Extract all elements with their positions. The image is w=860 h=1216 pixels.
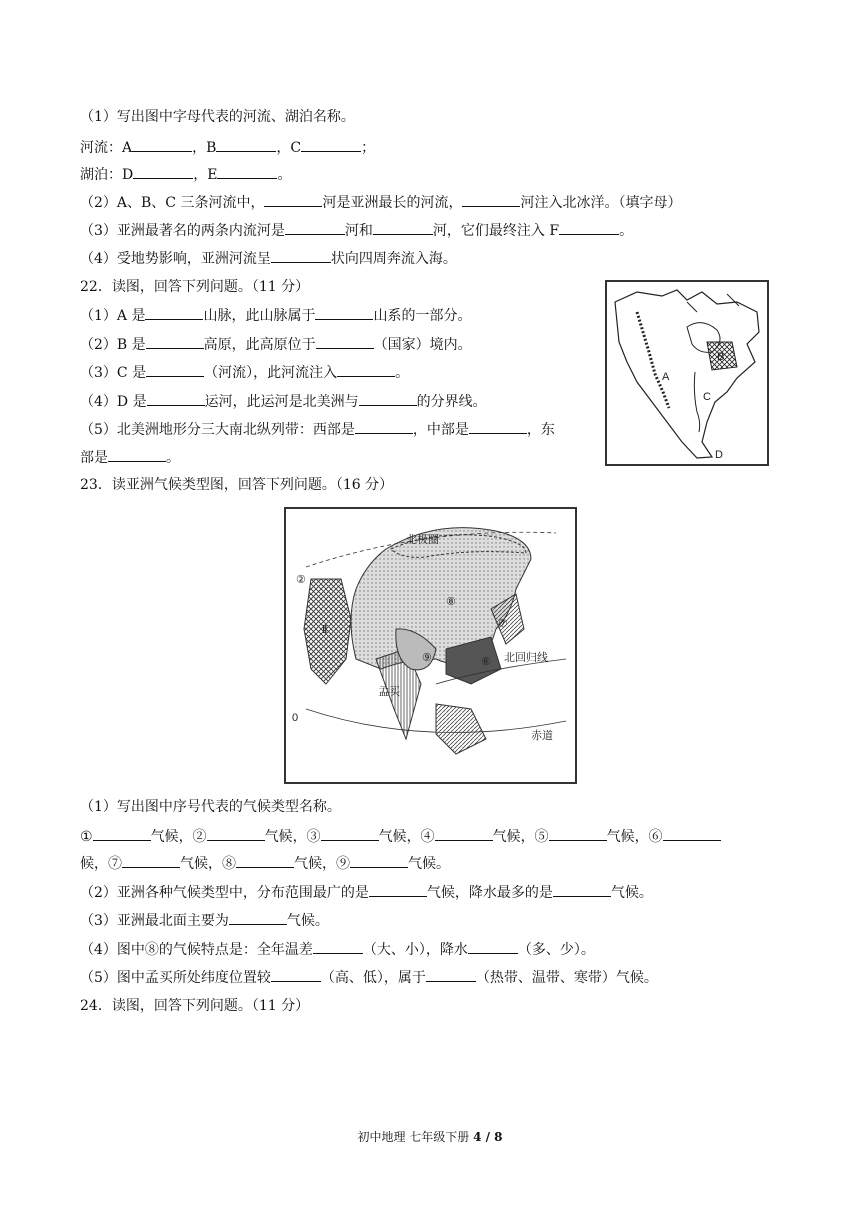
map-label-7: ⑦ <box>498 618 508 630</box>
q23-title: 23．读亚洲气候类型图，回答下列问题。（16 分） <box>80 477 394 493</box>
answer-blank[interactable] <box>435 826 493 841</box>
q21-rivers-line: 河流：A ，B ，C ； <box>80 137 375 158</box>
map-label-c: C <box>703 391 711 403</box>
map-label-d: D <box>715 449 723 461</box>
answer-blank[interactable] <box>122 853 180 868</box>
answer-blank[interactable] <box>663 826 721 841</box>
answer-blank[interactable] <box>271 248 331 263</box>
page-number: 4 / 8 <box>473 1130 503 1144</box>
q22-part3: （3）C 是 （河流），此河流注入 。 <box>80 362 409 383</box>
map-label-equator: 赤道 <box>531 730 553 742</box>
q23-climate-line1: ① 气候，② 气候，③ 气候，④ 气候，⑤ 气候，⑥ <box>80 826 721 847</box>
asia-climate-map <box>284 507 577 784</box>
answer-blank[interactable] <box>145 305 203 320</box>
answer-blank[interactable] <box>207 826 265 841</box>
answer-blank[interactable] <box>321 826 379 841</box>
answer-blank[interactable] <box>285 220 345 235</box>
north-america-map-svg <box>607 282 767 464</box>
answer-blank[interactable] <box>147 391 205 406</box>
q21-lakes-line: 湖泊：D ，E 。 <box>80 164 291 185</box>
answer-blank[interactable] <box>559 220 619 235</box>
map-label-9: ⑨ <box>422 652 432 664</box>
q22-part5-cont: 部是 。 <box>80 447 180 468</box>
answer-blank[interactable] <box>236 853 294 868</box>
q22-part1: （1）A 是 山脉，此山脉属于 山系的一部分。 <box>80 305 471 326</box>
q22-title: 22．读图，回答下列问题。（11 分） <box>80 279 310 295</box>
answer-blank[interactable] <box>93 826 151 841</box>
answer-blank[interactable] <box>217 164 277 179</box>
answer-blank[interactable] <box>469 419 527 434</box>
answer-blank[interactable] <box>359 391 417 406</box>
answer-blank[interactable] <box>355 419 413 434</box>
asia-climate-map-svg <box>286 509 575 782</box>
answer-blank[interactable] <box>373 220 433 235</box>
answer-blank[interactable] <box>108 447 166 462</box>
answer-blank[interactable] <box>462 192 520 207</box>
map-label-b: B <box>717 351 725 363</box>
answer-blank[interactable] <box>313 939 363 954</box>
answer-blank[interactable] <box>133 164 193 179</box>
map-label-tropic: 北回归线 <box>504 652 548 664</box>
map-label-arctic: 北极圈 <box>406 534 439 546</box>
map-label-ii: Ⅱ <box>322 624 328 636</box>
answer-blank[interactable] <box>337 362 395 377</box>
answer-blank[interactable] <box>553 882 611 897</box>
answer-blank[interactable] <box>549 826 607 841</box>
answer-blank[interactable] <box>216 137 276 152</box>
footer-subject: 初中地理 七年级下册 <box>357 1130 474 1144</box>
map-label-6: ⑥ <box>481 656 491 668</box>
q23-part2: （2）亚洲各种气候类型中，分布范围最广的是 气候，降水最多的是 气候。 <box>80 882 653 903</box>
q22-part2: （2）B 是 高原，此高原位于 （国家）境内。 <box>80 334 472 355</box>
answer-blank[interactable] <box>146 362 204 377</box>
q23-climate-line2: 候，⑦ 气候，⑧ 气候，⑨ 气候。 <box>80 853 450 874</box>
answer-blank[interactable] <box>146 334 204 349</box>
q21-part3: （3）亚洲最著名的两条内流河是 河和 河，它们最终注入 F 。 <box>80 220 633 241</box>
map-label-mumbai: 孟买 <box>378 686 400 698</box>
answer-blank[interactable] <box>301 137 361 152</box>
answer-blank[interactable] <box>315 305 373 320</box>
map-label-8: ⑧ <box>446 596 456 608</box>
answer-blank[interactable] <box>468 939 518 954</box>
map-label-a: A <box>662 371 670 383</box>
map-label-zero: 0 <box>292 712 299 724</box>
q22-part5: （5）北美洲地形分三大南北纵列带：西部是 ，中部是 ，东 <box>80 419 555 440</box>
q24-title: 24．读图，回答下列问题。（11 分） <box>80 998 310 1014</box>
page-footer <box>0 1128 860 1145</box>
answer-blank[interactable] <box>369 882 427 897</box>
q21-part2: （2）A、B、C 三条河流中， 河是亚洲最长的河流， 河注入北冰洋。（填字母） <box>80 192 681 213</box>
answer-blank[interactable] <box>350 853 408 868</box>
answer-blank[interactable] <box>271 967 321 982</box>
answer-blank[interactable] <box>316 334 374 349</box>
answer-blank[interactable] <box>229 910 287 925</box>
q23-part5: （5）图中孟买所处纬度位置较 （高、低），属于 （热带、温带、寒带）气候。 <box>80 967 658 988</box>
q23-part3: （3）亚洲最北面主要为 气候。 <box>80 910 329 931</box>
answer-blank[interactable] <box>132 137 192 152</box>
q21-part4: （4）受地势影响，亚洲河流呈 状向四周奔流入海。 <box>80 248 457 269</box>
map-label-2: ② <box>296 574 306 586</box>
answer-blank[interactable] <box>264 192 322 207</box>
q23-part1: （1）写出图中序号代表的气候类型名称。 <box>80 799 341 815</box>
q22-part4: （4）D 是 运河，此运河是北美洲与 的分界线。 <box>80 391 487 412</box>
q21-part1: （1）写出图中字母代表的河流、湖泊名称。 <box>80 109 355 125</box>
answer-blank[interactable] <box>426 967 476 982</box>
q23-part4: （4）图中⑧的气候特点是：全年温差 （大、小），降水 （多、少）。 <box>80 939 595 960</box>
north-america-map <box>605 280 769 466</box>
